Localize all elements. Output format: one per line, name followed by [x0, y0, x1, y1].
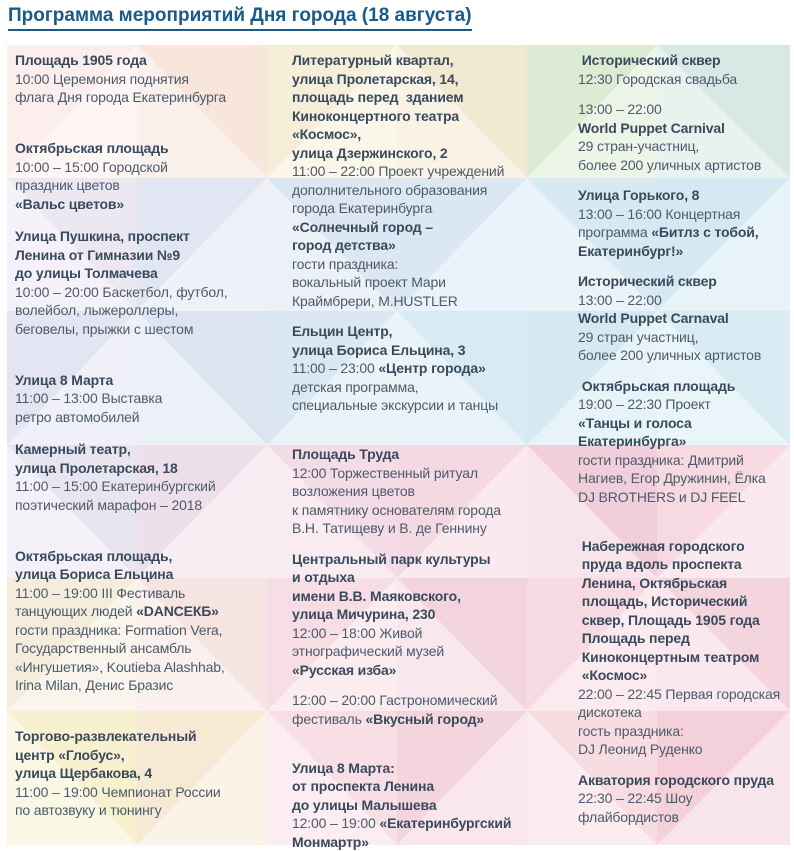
- event-line: [292, 501, 574, 520]
- program-column-3: [578, 51, 790, 826]
- event-line: [292, 550, 574, 569]
- event-line: [15, 264, 287, 283]
- text-segment: 13:00 – 22:00: [578, 291, 662, 308]
- event-line: [578, 648, 790, 667]
- event-line: [15, 565, 287, 584]
- text-segment: волейбол, лыжероллеры,: [15, 302, 179, 318]
- event-line: [578, 223, 790, 242]
- bold-text-segment: Акватория городского пруда: [578, 771, 774, 788]
- bold-text-segment: сквер, Площадь 1905 года: [578, 611, 760, 628]
- text-segment: 11:00 – 13:00 Выставка: [15, 390, 163, 406]
- event-line: [578, 789, 790, 808]
- blank-line: [15, 514, 287, 533]
- event-line: [15, 440, 287, 459]
- event-line: [292, 759, 574, 778]
- event-line: [292, 691, 574, 710]
- text-segment: 10:00 – 15:00 Городской: [15, 158, 168, 175]
- bold-text-segment: Киноконцертного театра: [292, 107, 460, 124]
- bold-text-segment: Набережная городского: [578, 537, 745, 554]
- text-segment: 11:00 – 19:00 Чемпионат России: [15, 783, 221, 800]
- event-line: [578, 703, 790, 722]
- text-segment: поэтический марафон – 2018: [15, 496, 203, 513]
- event-line: [15, 246, 287, 265]
- event-block: [578, 272, 790, 365]
- event-line: [292, 519, 574, 538]
- text-segment: 13:00 – 22:00: [578, 101, 662, 117]
- text-segment: к памятнику основателям города: [292, 501, 501, 518]
- event-block: [292, 759, 574, 851]
- text-segment: флага Дня города Екатеринбурга: [15, 89, 227, 105]
- event-line: [15, 88, 287, 107]
- bold-text-segment: Октябрьская площадь: [15, 140, 169, 156]
- event-line: [578, 377, 790, 396]
- event-line: [578, 119, 790, 138]
- bold-text-segment: до улицы Малышева: [292, 796, 437, 813]
- bold-text-segment: улица Бориса Ельцина: [15, 566, 174, 582]
- text-segment: возложения цветов: [292, 483, 415, 499]
- bold-text-segment: Улица Пушкина, проспект: [15, 228, 190, 244]
- bold-text-segment: Торгово-развлекательный: [15, 728, 197, 744]
- text-segment: 22:30 – 22:45 Шоу: [578, 790, 693, 806]
- bold-text-segment: Екатеринбург!»: [578, 242, 684, 259]
- text-segment: праздник цветов: [15, 177, 120, 193]
- text-segment: ретро автомобилей: [15, 408, 140, 425]
- event-line: [292, 833, 574, 851]
- text-segment: гости праздника:: [292, 255, 399, 272]
- text-segment: флайбордистов: [578, 808, 679, 825]
- bold-text-segment: Монмартр»: [292, 833, 369, 850]
- bold-text-segment: улица Бориса Ельцина, 3: [292, 341, 466, 358]
- event-line: [292, 181, 574, 200]
- text-segment: более 200 уличных артистов: [578, 347, 762, 363]
- event-block: [578, 771, 790, 827]
- blank-line: [15, 107, 287, 126]
- bold-text-segment: Улица 8 Марта: [15, 371, 114, 388]
- event-line: [15, 227, 287, 246]
- bold-text-segment: «Битлз с тобой,: [651, 224, 759, 240]
- event-line: [578, 328, 790, 347]
- text-segment: 12:00 – 20:00 Гастрономический: [292, 692, 498, 708]
- event-line: [578, 309, 790, 328]
- event-line: [15, 801, 287, 820]
- text-segment: Государственный ансамбль: [15, 640, 192, 656]
- bold-text-segment: Ельцин Центр,: [292, 323, 393, 339]
- event-line: [292, 322, 574, 341]
- event-line: [15, 621, 287, 640]
- text-segment: 19:00 – 22:30 Проект: [578, 396, 711, 412]
- event-line: [578, 740, 790, 759]
- text-segment: гость праздника:: [578, 722, 684, 739]
- page-title-text: Программа мероприятий Дня города (18 августа): [8, 5, 472, 31]
- bold-text-segment: «Русская изба»: [292, 661, 397, 678]
- event-line: [15, 676, 287, 695]
- text-segment: этнографический музей: [292, 643, 445, 659]
- bold-text-segment: улица Щербакова, 4: [15, 765, 153, 781]
- event-line: [292, 218, 574, 237]
- event-line: [292, 796, 574, 815]
- bold-text-segment: «Центр города»: [378, 360, 486, 376]
- blank-line: [578, 506, 790, 525]
- bold-text-segment: Камерный театр,: [15, 441, 131, 457]
- bold-text-segment: улица Дзержинского, 2: [292, 144, 448, 161]
- event-line: [15, 783, 287, 802]
- bold-text-segment: «Солнечный город –: [292, 218, 433, 235]
- text-segment: фестиваль: [292, 710, 366, 727]
- bold-text-segment: центр «Глобус»,: [15, 746, 125, 763]
- event-block: [292, 322, 574, 433]
- text-segment: 12:00 – 18:00 Живой: [292, 624, 423, 641]
- event-line: [578, 537, 790, 556]
- event-line: [15, 459, 287, 478]
- event-block: [578, 51, 790, 88]
- text-segment: 11:00 – 19:00 III Фестиваль: [15, 584, 186, 601]
- event-line: [578, 629, 790, 648]
- event-line: [15, 764, 287, 783]
- event-line: [292, 482, 574, 501]
- event-line: [292, 51, 574, 70]
- bold-text-segment: Киноконцертным театром: [578, 648, 760, 665]
- text-segment: города Екатеринбурга: [292, 200, 433, 216]
- text-segment: 13:00 – 16:00 Концертная: [578, 205, 741, 222]
- event-line: [578, 574, 790, 593]
- event-block: [15, 727, 287, 820]
- bold-text-segment: до улицы Толмачева: [15, 265, 158, 281]
- event-line: [15, 320, 287, 339]
- text-segment: специальные экскурсии и танцы: [292, 397, 499, 413]
- page-title: [8, 5, 472, 27]
- event-line: [292, 587, 574, 606]
- text-segment: детская программа,: [292, 378, 419, 395]
- event-line: [578, 685, 790, 704]
- text-segment: более 200 уличных артистов: [578, 156, 762, 173]
- bold-text-segment: улица Мичурина, 230: [292, 606, 436, 622]
- event-block: [292, 445, 574, 538]
- blank-line: [15, 695, 287, 714]
- text-segment: Краймбрери, M.HUSTLER: [292, 292, 458, 309]
- event-line: [292, 464, 574, 483]
- blank-line: [292, 415, 574, 434]
- event-line: [578, 272, 790, 291]
- event-line: [578, 70, 790, 89]
- event-line: [578, 137, 790, 156]
- bold-text-segment: площадь перед зданием: [292, 89, 464, 105]
- event-block: [578, 537, 790, 759]
- bold-text-segment: Улица Горького, 8: [578, 187, 700, 203]
- event-line: [578, 51, 790, 70]
- event-line: [578, 771, 790, 790]
- bold-text-segment: Екатеринбурга»: [578, 433, 687, 449]
- event-line: [15, 301, 287, 320]
- bold-text-segment: Ленина, Октябрьская: [578, 574, 728, 591]
- event-block: [292, 550, 574, 680]
- bold-text-segment: Центральный парк культуры: [292, 550, 491, 567]
- bold-text-segment: Литературный квартал,: [292, 52, 454, 68]
- text-segment: гости праздника: Дмитрий: [578, 451, 744, 468]
- event-line: [578, 451, 790, 470]
- bold-text-segment: Исторический сквер: [578, 273, 717, 289]
- bold-text-segment: Ленина от Гимназии №9: [15, 246, 181, 263]
- event-line: [292, 605, 574, 624]
- bold-text-segment: World Puppet Carnaval: [578, 310, 729, 326]
- event-line: [578, 346, 790, 365]
- event-line: [15, 658, 287, 677]
- text-segment: DJ Леонид Руденко: [578, 741, 703, 757]
- event-line: [15, 639, 287, 658]
- bold-text-segment: «Вальс цветов»: [15, 195, 125, 212]
- event-line: [15, 158, 287, 177]
- event-block: [15, 139, 287, 213]
- event-line: [15, 389, 287, 408]
- bold-text-segment: «Космос»,: [292, 126, 362, 142]
- event-line: [15, 195, 287, 214]
- text-segment: дискотека: [578, 704, 642, 720]
- bold-text-segment: имени В.В. Маяковского,: [292, 587, 461, 604]
- event-line: [15, 139, 287, 158]
- event-line: [15, 746, 287, 765]
- text-segment: дополнительного образования: [292, 181, 488, 198]
- program-column-1: [15, 51, 287, 820]
- event-block: [292, 51, 574, 310]
- text-segment: 11:00 – 15:00 Екатеринбургский: [15, 478, 216, 494]
- event-line: [15, 51, 287, 70]
- event-line: [578, 414, 790, 433]
- text-segment: 11:00 – 22:00 Проект учреждений: [292, 163, 505, 179]
- event-line: [578, 395, 790, 414]
- bold-text-segment: город детства»: [292, 237, 396, 253]
- text-segment: 29 стран-участниц,: [578, 138, 700, 154]
- event-line: [578, 611, 790, 630]
- event-block: [15, 547, 287, 714]
- event-line: [15, 496, 287, 515]
- event-line: [578, 555, 790, 574]
- event-line: [578, 432, 790, 451]
- event-block: [292, 691, 574, 747]
- text-segment: 10:00 – 20:00 Баскетбол, футбол,: [15, 283, 228, 300]
- event-line: [292, 107, 574, 126]
- event-line: [292, 568, 574, 587]
- text-segment: 22:00 – 22:45 Первая городская: [578, 685, 781, 702]
- event-line: [15, 477, 287, 496]
- text-segment: 11:00 – 23:00: [292, 360, 379, 376]
- event-block: [578, 100, 790, 174]
- text-segment: 12:30 Городская свадьба: [578, 70, 738, 87]
- event-line: [578, 100, 790, 119]
- blank-line: [15, 338, 287, 357]
- text-segment: Нагиев, Егор Дружинин, Ёлка: [578, 470, 766, 486]
- event-block: [578, 186, 790, 260]
- event-line: [292, 70, 574, 89]
- bold-text-segment: пруда вдоль проспекта: [578, 556, 742, 572]
- event-line: [292, 642, 574, 661]
- event-line: [578, 488, 790, 507]
- bold-text-segment: Площадь 1905 года: [15, 52, 147, 68]
- event-line: [292, 624, 574, 643]
- bold-text-segment: Площадь Труда: [292, 446, 400, 462]
- event-line: [15, 176, 287, 195]
- bold-text-segment: Площадь перед: [578, 630, 690, 646]
- event-line: [15, 602, 287, 621]
- program-column-2: [292, 51, 574, 851]
- text-segment: 29 стран участниц,: [578, 328, 699, 345]
- event-line: [15, 70, 287, 89]
- text-segment: 12:00 Торжественный ритуал: [292, 464, 478, 481]
- text-segment: DJ BROTHERS и DJ FEEL: [578, 488, 746, 505]
- event-line: [292, 378, 574, 397]
- event-line: [292, 162, 574, 181]
- event-line: [292, 273, 574, 292]
- event-line: [578, 666, 790, 685]
- text-segment: по автозвуку и тюнингу: [15, 802, 162, 818]
- event-line: [578, 291, 790, 310]
- text-segment: 12:00 – 19:00: [292, 815, 380, 831]
- blank-line: [292, 728, 574, 747]
- event-line: [292, 292, 574, 311]
- event-line: [292, 255, 574, 274]
- text-segment: беговелы, прыжки с шестом: [15, 320, 194, 337]
- bold-text-segment: улица Пролетарская, 18: [15, 459, 178, 476]
- text-segment: вокальный проект Мари: [292, 274, 446, 290]
- text-segment: Irina Milan, Денис Бразис: [15, 677, 174, 693]
- event-line: [578, 205, 790, 224]
- event-line: [15, 727, 287, 746]
- event-line: [292, 359, 574, 378]
- event-line: [15, 547, 287, 566]
- event-line: [292, 199, 574, 218]
- event-block: [15, 371, 287, 427]
- event-line: [292, 125, 574, 144]
- text-segment: программа: [578, 224, 652, 240]
- bold-text-segment: «Екатеринбургский: [379, 815, 512, 831]
- event-block: [15, 440, 287, 533]
- event-line: [292, 814, 574, 833]
- bold-text-segment: «Танцы и голоса: [578, 414, 692, 431]
- event-line: [292, 144, 574, 163]
- bold-text-segment: «Вкусный город»: [365, 710, 485, 727]
- bold-text-segment: Октябрьская площадь,: [15, 547, 173, 564]
- event-line: [578, 186, 790, 205]
- bold-text-segment: и отдыха: [292, 569, 355, 585]
- event-line: [292, 341, 574, 360]
- event-line: [15, 371, 287, 390]
- event-line: [292, 236, 574, 255]
- event-block: [15, 51, 287, 125]
- bold-text-segment: от проспекта Ленина: [292, 778, 434, 794]
- event-line: [15, 584, 287, 603]
- event-line: [578, 592, 790, 611]
- bold-text-segment: площадь, Исторический: [578, 593, 748, 609]
- bold-text-segment: World Puppet Carnival: [578, 119, 725, 136]
- bold-text-segment: Улица 8 Марта:: [292, 759, 395, 776]
- text-segment: гости праздника: Formation Vera,: [15, 621, 223, 638]
- event-line: [578, 242, 790, 261]
- event-block: [578, 377, 790, 525]
- event-line: [578, 156, 790, 175]
- event-line: [292, 710, 574, 729]
- event-line: [15, 408, 287, 427]
- bold-text-segment: «DANCEКБ»: [136, 603, 219, 619]
- bold-text-segment: Октябрьская площадь: [578, 377, 736, 394]
- event-line: [292, 661, 574, 680]
- event-line: [578, 469, 790, 488]
- text-segment: 10:00 Церемония поднятия: [15, 70, 189, 87]
- text-segment: В.Н. Татищеву и В. де Геннину: [292, 520, 487, 536]
- event-line: [292, 396, 574, 415]
- event-block: [15, 227, 287, 357]
- bold-text-segment: «Космос»: [578, 667, 648, 683]
- text-segment: танцующих людей: [15, 603, 137, 619]
- event-line: [578, 722, 790, 741]
- event-line: [292, 88, 574, 107]
- event-line: [578, 808, 790, 827]
- event-line: [292, 777, 574, 796]
- bold-text-segment: Исторический сквер: [578, 52, 721, 68]
- event-line: [15, 283, 287, 302]
- bold-text-segment: улица Пролетарская, 14,: [292, 70, 459, 87]
- event-line: [292, 445, 574, 464]
- text-segment: «Ингушетия», Koutieba Alashhab,: [15, 658, 225, 675]
- program-board: [7, 45, 790, 850]
